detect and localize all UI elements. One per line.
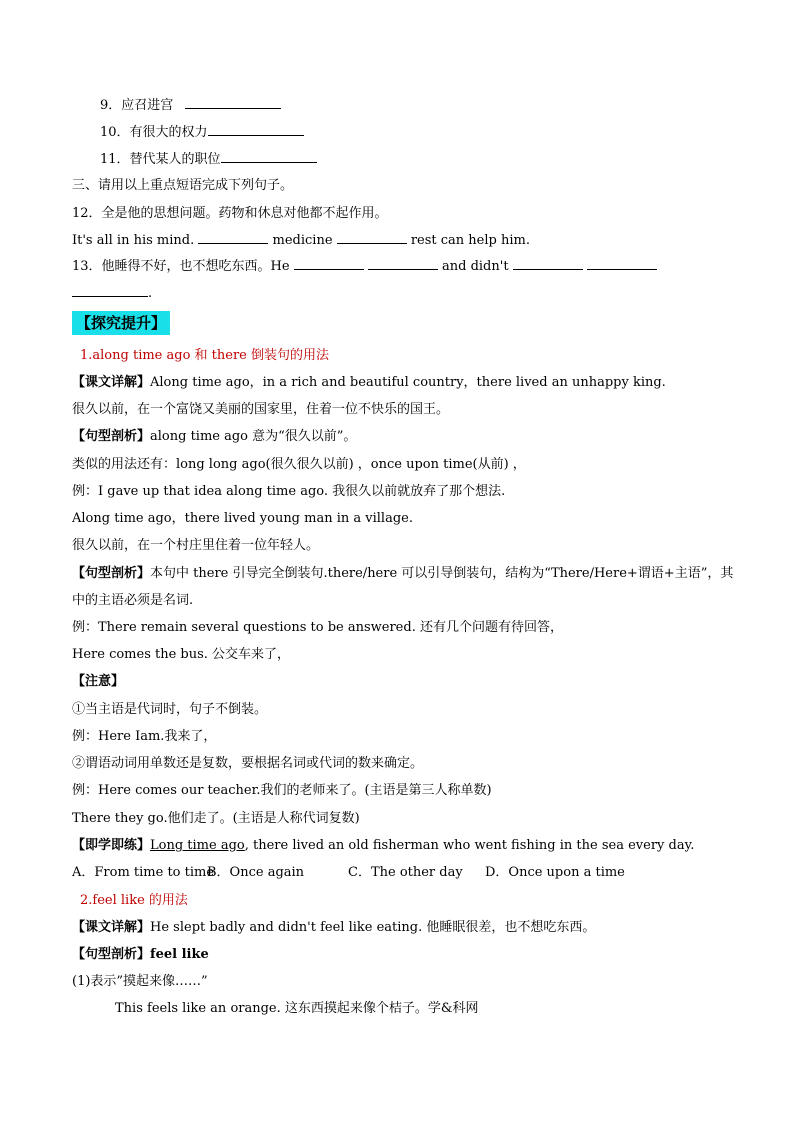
question-12-cn: 12．全是他的思想问题。药物和休息对他都不起作用。 (72, 206, 388, 221)
point-1-example-1: 例：I gave up that idea along time ago. 我很久以前就放弃了那个想法. (72, 484, 506, 499)
point-1-example-2: Along time ago，there lived young man in a village. (72, 511, 413, 526)
answer-blank[interactable] (208, 123, 304, 136)
question-13-continued: . (72, 284, 152, 303)
point-1-analysis-2-cont: 中的主语必须是名词. (72, 593, 194, 608)
point-2-sub-1: (1)表示”摸起来像……” (72, 974, 208, 989)
answer-blank[interactable] (368, 257, 438, 270)
answer-blank[interactable] (337, 231, 407, 244)
point-1-heading: 1.along time ago 和 there 倒装句的用法 (80, 348, 329, 363)
answer-blank[interactable] (198, 231, 268, 244)
section-title-badge: 【探究提升】 (72, 311, 170, 335)
point-1-analysis: 【句型剖析】along time ago 意为“很久以前”。 (72, 429, 357, 444)
practice-options (72, 864, 625, 882)
point-1-analysis-2: 【句型剖析】本句中 there 引导完全倒装句.there/here 可以引导倒装句，结构为“There/Here+谓语+主语”，其 (72, 566, 734, 581)
point-1-text-cn: 很久以前，在一个富饶又美丽的国家里，住着一位不快乐的国王。 (72, 402, 450, 417)
note-1: ①当主语是代词时，句子不倒装。 (72, 702, 268, 717)
section-3-heading: 三、请用以上重点短语完成下列句子。 (72, 178, 294, 193)
question-13: 13．他睡得不好，也不想吃东西。He and didn't (72, 257, 657, 276)
answer-blank[interactable] (221, 150, 317, 163)
point-2-heading: 2.feel like 的用法 (80, 893, 188, 908)
answer-blank[interactable] (513, 257, 583, 270)
point-1-text-explain: 【课文详解】Along time ago，in a rich and beautiful country，there lived an unhappy king. (72, 375, 666, 390)
note-example-3: There they go.他们走了。(主语是人称代词复数) (72, 811, 360, 826)
option-d[interactable]: D．Once upon a time (485, 865, 625, 880)
question-10: 10．有很大的权力 (100, 123, 304, 142)
answer-blank[interactable] (587, 257, 657, 270)
note-2: ②谓语动词用单数还是复数，要根据名词或代词的数来确定。 (72, 756, 424, 771)
note-example-1: 例：Here Iam.我来了， (72, 729, 217, 744)
option-b[interactable]: B．Once again (207, 865, 305, 880)
point-1-example-2-cn: 很久以前，在一个村庄里住着一位年轻人。 (72, 538, 320, 553)
option-a[interactable]: A．From time to time (72, 865, 215, 880)
note-heading: 【注意】 (72, 674, 125, 689)
point-1-example-4: Here comes the bus. 公交车来了， (72, 647, 291, 662)
point-1-similar: 类似的用法还有：long long ago(很久很久以前) ，once upon time(从前) ， (72, 457, 526, 472)
note-example-2: 例：Here comes our teacher.我们的老师来了。(主语是第三人称单数) (72, 783, 492, 798)
question-11: 11．替代某人的职位 (100, 150, 317, 169)
practice-question: 【即学即练】Long time ago, there lived an old fisherman who went fishing in the sea every day. (72, 838, 695, 853)
option-c[interactable]: C．The other day (348, 865, 463, 880)
point-2-text-explain: 【课文详解】He slept badly and didn't feel like eating. 他睡眠很差，也不想吃东西。 (72, 920, 596, 935)
answer-blank[interactable] (72, 284, 148, 297)
question-9: 9．应召进宫 (100, 96, 281, 115)
answer-blank[interactable] (294, 257, 364, 270)
point-1-example-3: 例：There remain several questions to be answered. 还有几个问题有待回答， (72, 620, 563, 635)
question-12-en: It's all in his mind. medicine rest can help him. (72, 233, 530, 248)
point-2-example-1: This feels like an orange. 这东西摸起来像个桔子。学&科网 (115, 1001, 479, 1016)
point-2-analysis: 【句型剖析】feel like (72, 947, 209, 962)
answer-blank[interactable] (185, 96, 281, 109)
